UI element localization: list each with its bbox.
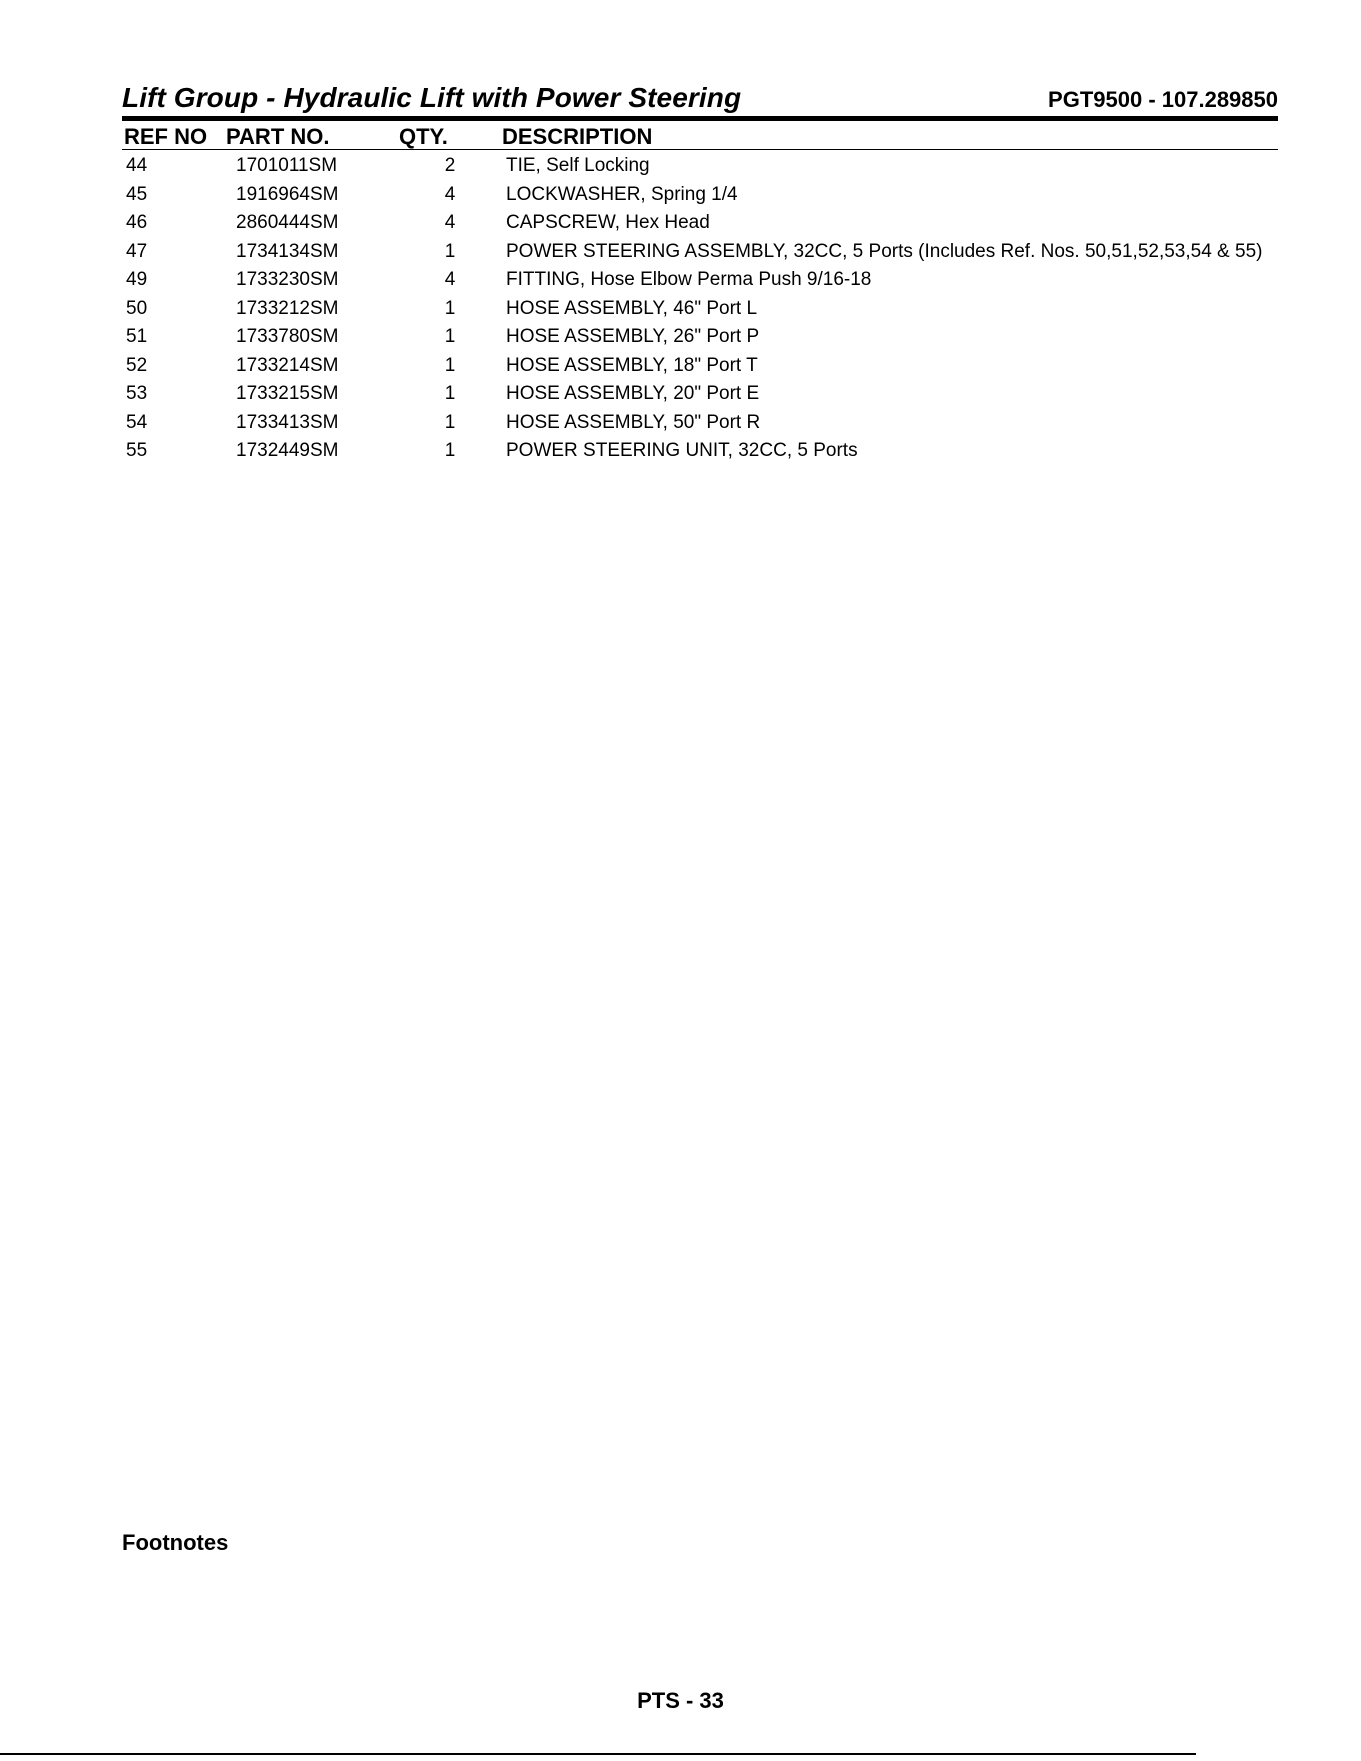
table-row: [122, 325, 1278, 354]
description-cell: LOCKWASHER, Spring 1/4: [506, 183, 738, 205]
footnotes-heading: Footnotes: [122, 1530, 229, 1555]
part-no-cell: 1733413SM: [236, 411, 339, 433]
ref-no-cell: 47: [126, 240, 148, 262]
table-row: [122, 297, 1278, 326]
column-header-qty: QTY.: [399, 124, 448, 149]
part-no-cell: 1733214SM: [236, 354, 339, 376]
table-row: [122, 382, 1278, 411]
part-no-cell: 1734134SM: [236, 240, 339, 262]
column-header-ref-no: REF NO: [124, 124, 208, 149]
qty-cell: 1: [444, 240, 456, 262]
ref-no-cell: 44: [126, 155, 148, 176]
description-cell: POWER STEERING UNIT, 32CC, 5 Ports: [506, 440, 858, 461]
ref-no-cell: 54: [126, 411, 148, 433]
table-row: [122, 411, 1278, 440]
qty-cell: 1: [444, 326, 456, 347]
description-cell: HOSE ASSEMBLY, 18" Port T: [506, 354, 758, 376]
qty-cell: 1: [444, 411, 456, 433]
description-cell: HOSE ASSEMBLY, 20" Port E: [506, 383, 760, 404]
qty-cell: 1: [444, 354, 456, 376]
qty-cell: 2: [444, 155, 456, 176]
qty-cell: 4: [444, 183, 456, 205]
part-no-cell: 1916964SM: [236, 183, 339, 205]
ref-no-cell: 55: [126, 440, 148, 461]
model-number: PGT9500 - 107.289850: [1048, 87, 1278, 112]
table-row: [122, 268, 1278, 297]
header-rule: [122, 116, 1278, 121]
description-cell: FITTING, Hose Elbow Perma Push 9/16-18: [506, 269, 872, 290]
ref-no-cell: 50: [126, 297, 148, 319]
table-row: [122, 154, 1278, 183]
part-no-cell: 1701011SM: [236, 155, 338, 176]
part-no-cell: 1732449SM: [236, 440, 339, 461]
qty-cell: 1: [444, 297, 456, 319]
table-row: [122, 439, 1278, 468]
page-header: [122, 80, 1278, 120]
part-no-cell: 1733212SM: [236, 297, 339, 319]
table-row: [122, 240, 1278, 269]
column-header-part-no: PART NO.: [226, 124, 330, 149]
ref-no-cell: 49: [126, 269, 148, 290]
description-cell: HOSE ASSEMBLY, 46" Port L: [506, 297, 758, 319]
ref-no-cell: 53: [126, 383, 148, 404]
qty-cell: 4: [444, 212, 456, 233]
description-cell: HOSE ASSEMBLY, 26" Port P: [506, 326, 760, 347]
ref-no-cell: 46: [126, 212, 148, 233]
description-cell: POWER STEERING ASSEMBLY, 32CC, 5 Ports (Includes Ref. Nos. 50,51,52,53,54 & 55): [506, 240, 1263, 262]
description-cell: TIE, Self Locking: [506, 155, 650, 176]
parts-table: [122, 154, 1278, 468]
ref-no-cell: 52: [126, 354, 148, 376]
part-no-cell: 1733215SM: [236, 383, 339, 404]
table-row: [122, 183, 1278, 212]
qty-cell: 1: [444, 383, 456, 404]
column-header-description: DESCRIPTION: [502, 124, 653, 149]
ref-no-cell: 45: [126, 183, 148, 205]
page-title: Lift Group - Hydraulic Lift with Power Steering: [122, 82, 742, 113]
qty-cell: 1: [444, 440, 456, 461]
table-row: [122, 354, 1278, 383]
description-cell: CAPSCREW, Hex Head: [506, 212, 710, 233]
part-no-cell: 2860444SM: [236, 212, 339, 233]
part-no-cell: 1733230SM: [236, 269, 339, 290]
qty-cell: 4: [444, 269, 456, 290]
table-row: [122, 211, 1278, 240]
column-headers: [122, 123, 1278, 150]
part-no-cell: 1733780SM: [236, 326, 339, 347]
description-cell: HOSE ASSEMBLY, 50" Port R: [506, 411, 761, 433]
bottom-rule: [0, 1753, 1196, 1755]
ref-no-cell: 51: [126, 326, 148, 347]
page-number: PTS - 33: [637, 1688, 724, 1713]
